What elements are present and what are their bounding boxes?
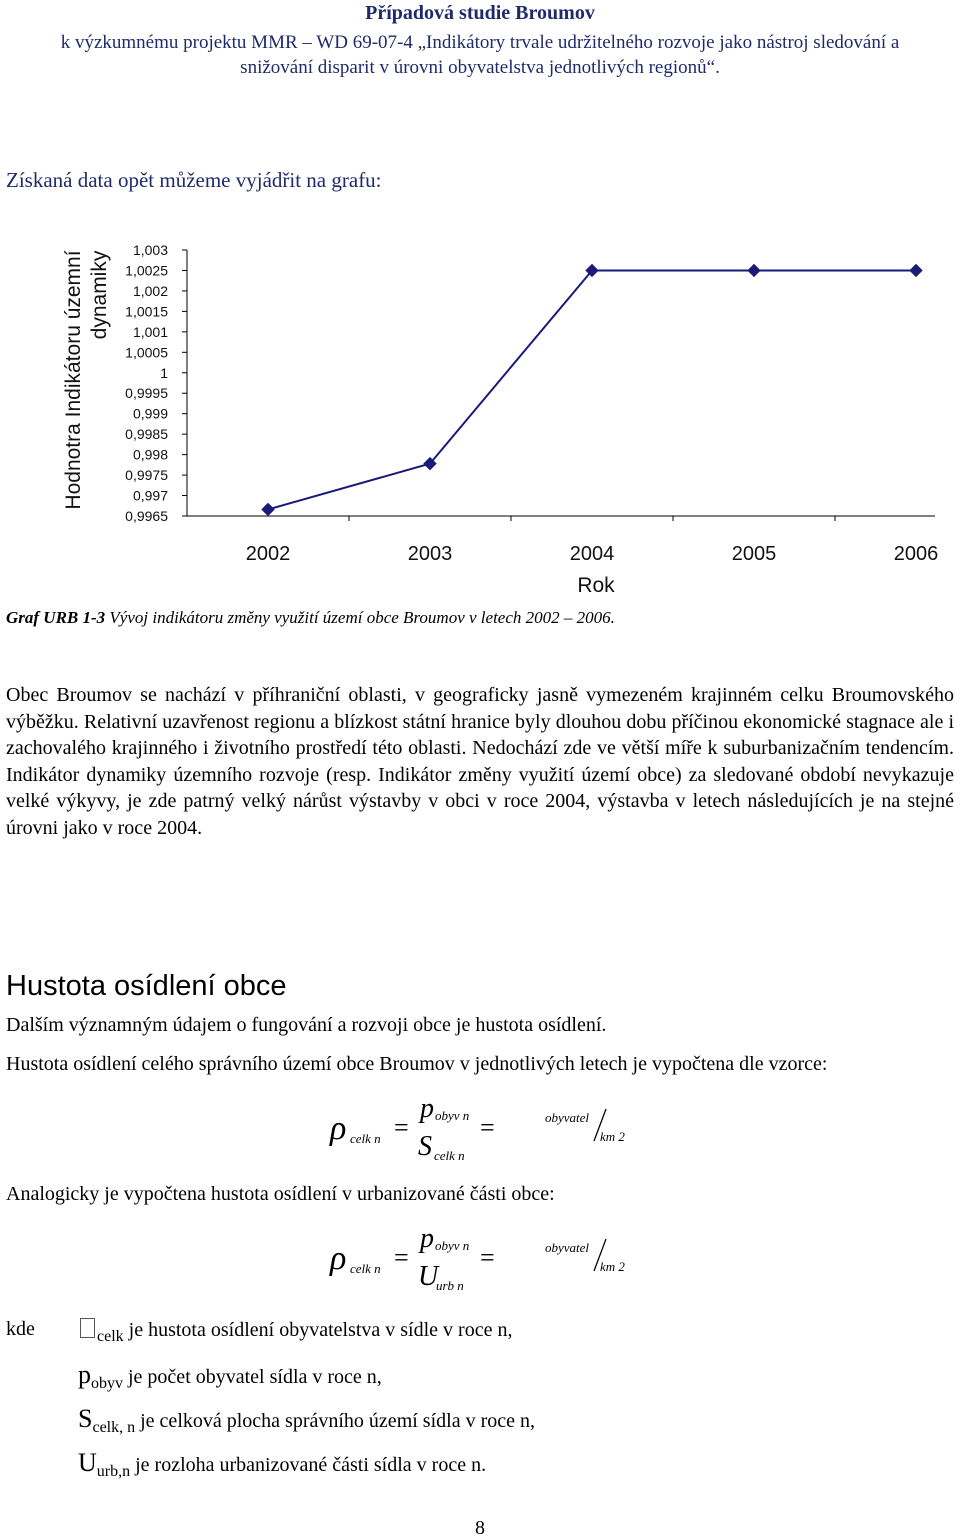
body-paragraph: Obec Broumov se nachází v příhraniční oblasti, v geograficky jasně vymezeném krajinném celku Broumovského výběžku. Relativní uzavřenost regionu a blízkost státní hranice byly dlouhou dobu příčinou ekonomické stagnace ale i zachovalého krajinného i životního prostředí této oblasti. Nedochází zde ve větší míře k suburbanizačním tendencím. Indikátor dynamiky územního rozvoje (resp. Indikátor změny využití území obce) za sledované období nevykazuje velké výkyvy, je zde patrný velký nárůst výstavby v obci v roce 2004, výstavba v letech následujících je na stejné úrovni jako v roce 2004. bbox=[6, 684, 954, 839]
y-tick-label: 0,9995 bbox=[125, 385, 168, 402]
equals-sign-2: = bbox=[480, 1243, 495, 1272]
y-axis-title-line-2: dynamiky bbox=[88, 250, 111, 340]
caption-text: Vývoj indikátoru změny využití území obce Broumov v letech 2002 – 2006. bbox=[105, 608, 615, 627]
x-tick-label: 2004 bbox=[569, 543, 615, 565]
y-tick-label: 1,0015 bbox=[125, 303, 168, 320]
paragraph-significance: Dalším významným údajem o fungování a rozvoji obce je hustota osídlení. bbox=[6, 1014, 607, 1036]
definition-rho bbox=[80, 1318, 512, 1346]
y-tick-label: 0,998 bbox=[132, 446, 168, 463]
numerator-subscript: obyv n bbox=[435, 1238, 470, 1253]
numerator-symbol: p bbox=[420, 1093, 434, 1124]
x-axis-title: Rok bbox=[577, 574, 615, 597]
y-tick-label: 0,997 bbox=[132, 487, 168, 504]
rho-symbol: ρ bbox=[330, 1110, 347, 1147]
denominator-subscript: urb n bbox=[436, 1278, 464, 1293]
equals-sign-2: = bbox=[480, 1113, 495, 1142]
paragraph-urban-intro: Analogicky je vypočtena hustota osídlení v urbanizované části obce: bbox=[6, 1183, 555, 1205]
unit-denominator: km 2 bbox=[600, 1129, 625, 1144]
y-tick-label: 0,9965 bbox=[125, 508, 168, 524]
definition-p bbox=[78, 1360, 382, 1393]
def-p-symbol: p bbox=[78, 1360, 91, 1389]
definition-u bbox=[78, 1448, 486, 1481]
y-tick-label: 0,999 bbox=[132, 405, 168, 422]
equals-sign: = bbox=[394, 1113, 409, 1142]
formula-density-total bbox=[330, 1095, 650, 1170]
numerator-symbol: p bbox=[420, 1223, 434, 1254]
denominator-subscript: celk n bbox=[434, 1148, 465, 1163]
x-tick-label: 2006 bbox=[893, 543, 939, 565]
x-tick-label: 2002 bbox=[245, 543, 291, 565]
y-tick-label: 0,9985 bbox=[125, 426, 168, 443]
unit-denominator: km 2 bbox=[600, 1259, 625, 1274]
definitions-label: kde bbox=[6, 1318, 35, 1340]
def-s-symbol: S bbox=[78, 1404, 93, 1433]
definition-s bbox=[78, 1404, 535, 1437]
rho-symbol: ρ bbox=[330, 1240, 347, 1277]
line-chart bbox=[0, 225, 940, 605]
paragraph-formula-intro: Hustota osídlení celého správního území obce Broumov v jednotlivých letech je vypočtena dle vzorce: bbox=[6, 1053, 828, 1075]
caption-label: Graf URB 1-3 bbox=[6, 608, 106, 627]
equals-sign: = bbox=[394, 1243, 409, 1272]
def-rho-text: je hustota osídlení obyvatelstva v sídle v roce n, bbox=[123, 1319, 513, 1341]
rho-subscript: celk n bbox=[350, 1261, 381, 1276]
figure-caption bbox=[6, 608, 615, 628]
def-u-text: je rozloha urbanizované části sídla v roce n. bbox=[130, 1454, 487, 1476]
series-line bbox=[268, 270, 916, 509]
y-tick-label: 1,0025 bbox=[125, 262, 168, 279]
data-point-marker bbox=[910, 264, 922, 276]
page-number: 8 bbox=[475, 1517, 485, 1539]
x-tick-label: 2005 bbox=[731, 543, 777, 565]
denominator-symbol: U bbox=[418, 1261, 439, 1292]
numerator-subscript: obyv n bbox=[435, 1108, 470, 1123]
y-axis-title-line-1: Hodnotra Indikátoru územní bbox=[62, 250, 85, 510]
section-heading: Hustota osídlení obce bbox=[6, 970, 287, 1002]
def-s-text: je celková plocha správního území sídla v roce n, bbox=[135, 1410, 535, 1432]
def-rho-subscript: celk bbox=[97, 1328, 124, 1345]
y-tick-label: 1,002 bbox=[132, 282, 168, 299]
document-header-subtitle bbox=[0, 30, 960, 80]
unit-numerator: obyvatel bbox=[545, 1240, 590, 1255]
unit-numerator: obyvatel bbox=[545, 1110, 590, 1125]
def-u-subscript: urb,n bbox=[96, 1463, 131, 1480]
y-tick-label: 0,9975 bbox=[125, 467, 168, 484]
y-tick-label: 1,003 bbox=[132, 242, 168, 258]
data-point-marker bbox=[262, 503, 274, 515]
y-tick-label: 1,0005 bbox=[125, 344, 168, 361]
formula-density-urban bbox=[330, 1225, 650, 1300]
rho-glyph-icon bbox=[80, 1318, 95, 1338]
denominator-symbol: S bbox=[418, 1131, 432, 1162]
subtitle-line-1: k výzkumnému projektu MMR – WD 69-07-4 „Indikátory trvale udržitelného rozvoje jako nástroj sledování a bbox=[60, 32, 900, 53]
y-tick-label: 1 bbox=[160, 364, 168, 381]
document-header-title: Případová studie Broumov bbox=[365, 2, 595, 24]
def-p-text: je počet obyvatel sídla v roce n, bbox=[123, 1366, 382, 1388]
def-p-subscript: obyv bbox=[91, 1375, 123, 1392]
def-s-subscript: celk, n bbox=[92, 1419, 136, 1436]
x-tick-label: 2003 bbox=[407, 543, 453, 565]
y-tick-label: 1,001 bbox=[132, 323, 168, 340]
intro-text: Získaná data opět můžeme vyjádřit na grafu: bbox=[6, 168, 382, 192]
subtitle-line-2: snižování disparit v úrovni obyvatelstva jednotlivých regionů“. bbox=[240, 57, 720, 78]
def-u-symbol: U bbox=[78, 1448, 97, 1477]
data-point-marker bbox=[748, 264, 760, 276]
rho-subscript: celk n bbox=[350, 1131, 381, 1146]
